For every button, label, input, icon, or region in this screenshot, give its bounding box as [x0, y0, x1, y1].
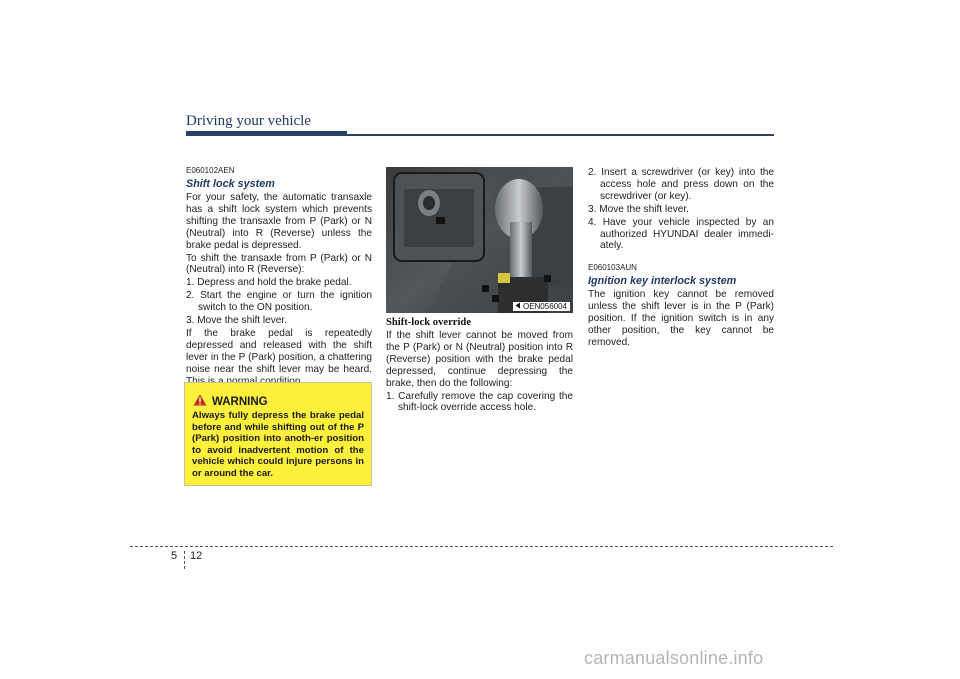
warning-text: Always fully depress the brake pedal before and while shifting out of the P (Park) position into anoth-er position to avoid inadvertent motion of the vehicle which could injure persons in or around the car.: [192, 410, 364, 479]
header-rule: [347, 134, 774, 136]
list-item: 4. Have your vehicle inspected by an authorized HYUNDAI dealer immedi-ately.: [588, 216, 774, 252]
section-heading: Ignition key interlock system: [588, 275, 737, 288]
page-header-title: Driving your vehicle: [186, 113, 311, 129]
paragraph: If the brake pedal is repeatedly depressed and released with the shift lever in the P (Park) position, a chattering noise near the shift lever may be heard.: [186, 327, 372, 375]
warning-header: [193, 393, 268, 411]
watermark: carmanualsonline.info: [584, 648, 764, 668]
shift-lever-photo: [386, 167, 573, 313]
page-number: 12: [190, 550, 203, 562]
list-item: 3. Move the shift lever.: [588, 203, 689, 215]
paragraph: For your safety, the automatic transaxle has a shift lock system which prevents shifting the transaxle from P (Park) or N (Neutral) into R (Reverse) unless the brake pedal is depressed.: [186, 192, 372, 251]
column-left: [186, 166, 372, 389]
paragraph: To shift the transaxle from P (Park) or N (Neutral) into R (Reverse):: [186, 252, 372, 276]
list-item: 1. Depress and hold the brake pedal.: [186, 277, 352, 289]
spacer: [588, 253, 774, 263]
footer-rule: [130, 546, 833, 547]
section-code: E060103AUN: [588, 263, 637, 273]
list-item: 1. Carefully remove the cap covering the shift-lock override access hole.: [386, 390, 573, 414]
section-heading: Shift-lock override: [386, 317, 472, 328]
chapter-number: 5: [171, 550, 178, 562]
warning-triangle-icon: [193, 393, 207, 411]
column-right: [588, 167, 774, 350]
paragraph: The ignition key cannot be removed unless the shift lever is in the P (Park) position. If the ignition switch is in any other position, the key cannot be removed.: [588, 289, 774, 348]
footer-separator: [184, 551, 185, 569]
section-heading: Shift lock system: [186, 178, 275, 190]
column-middle: [386, 316, 573, 415]
image-caption: [513, 302, 570, 311]
caret-left-icon: [515, 302, 521, 311]
warning-box: [184, 382, 372, 486]
list-item: 3. Move the shift lever.: [186, 315, 287, 327]
list-item: 2. Insert a screwdriver (or key) into the access hole and press down on the screwdriver (or key).: [588, 167, 774, 202]
section-code: E060102AEN: [186, 166, 235, 175]
list-item: 2. Start the engine or turn the ignition switch to the ON position.: [186, 290, 372, 314]
paragraph: If the shift lever cannot be moved from the P (Park) or N (Neutral) position into R (Reverse) position with the brake pedal depressed, continue depressing the brake, then do the following:: [386, 330, 573, 389]
header-bar: [186, 131, 347, 136]
image-caption-text: OEN056004: [522, 302, 567, 311]
warning-title: WARNING: [212, 396, 268, 408]
